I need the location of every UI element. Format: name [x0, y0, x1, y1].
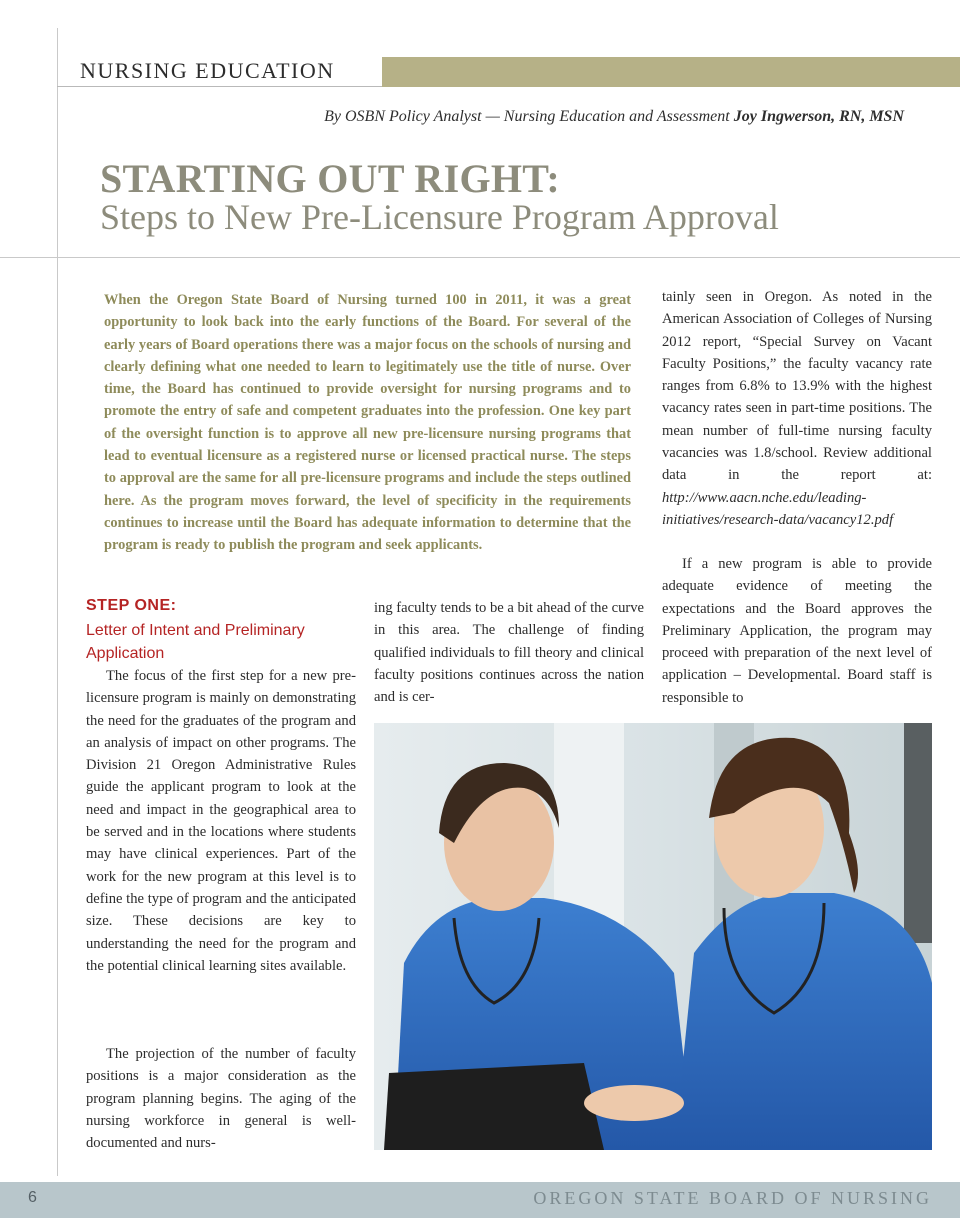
column3-text: tainly seen in Oregon. As noted in the American Association of Colleges of Nursing 2012 report, “Special Survey on Vacant Faculty Positions,” the faculty vacancy rate ranges from 6.8% to 13.9% with the highest vacancy rates seen in part-time positions. The mean number of full-time nursing faculty vacancies was 1.8/school. Review additional data in the report at: [662, 289, 932, 484]
step-one-heading: STEP ONE: [86, 597, 177, 614]
byline-author: Joy Ingwerson, RN, MSN [733, 108, 904, 125]
byline [324, 108, 904, 126]
title-divider [0, 257, 960, 258]
article-title: STARTING OUT RIGHT: [100, 156, 560, 201]
header-band [382, 57, 960, 87]
intro-paragraph: When the Oregon State Board of Nursing turned 100 in 2011, it was a great opportunity to look back into the early functions of the Board. For several of the early years of Board operations there was a major focus on the schools of nursing and clearly defining what one needed to learn to legitimately use the title of nurse. Over time, the Board has continued to provide oversight for nursing programs and to promote the entry of safe and competent graduates into the profession. One key part of the oversight function is to approve all new pre-licensure nursing programs that lead to eventual licensure as a registered nurse or licensed practical nurse. The steps to approval are the same for all pre-licensure programs and include the steps outlined here. As the program moves forward, the level of specificity in the requirements continues to increase until the Board has adequate information to determine that the program is ready to publish the program and seek applicants. [104, 292, 631, 554]
left-margin-rule [57, 28, 58, 1176]
step-one-paragraph-1: The focus of the first step for a new pre-licensure program is mainly on demonstrating the need for the graduates of the program and an analysis of impact on other programs. The Division 21 Oregon Administrative Rules guide the applicant program to look at the need and impact in the geographical area to be served and in the locations where students may have clinical experiences. Part of the work for the new program at this level is to define the type of program and the anticipated size. These decisions are key to understanding the need for the program and the potential clinical learning sites available. [86, 668, 356, 974]
column3-paragraph [662, 286, 932, 531]
step-one-subheading: Letter of Intent and Preliminary Application [86, 622, 305, 662]
page-number: 6 [28, 1189, 37, 1206]
nurses-photo [374, 723, 932, 1150]
section-label-underline [57, 86, 383, 87]
byline-prefix: By OSBN Policy Analyst — Nursing Education and Assessment [324, 108, 734, 125]
report-link[interactable]: http://www.aacn.nche.edu/leading-initiatives/research-data/vacancy12.pdf [662, 489, 894, 528]
section-label: NURSING EDUCATION [80, 58, 335, 83]
step-one-paragraph-2: The projection of the number of faculty positions is a major consideration as the program planning begins. The aging of the nursing workforce in general is well-documented and nurs- [86, 1046, 356, 1152]
publication-name: OREGON STATE BOARD OF NURSING [533, 1188, 932, 1208]
column2-paragraph: ing faculty tends to be a bit ahead of the curve in this area. The challenge of finding qualified individuals to fill theory and clinical faculty positions continues across the nation and is cer- [374, 600, 644, 706]
column3-paragraph-2: If a new program is able to provide adequate evidence of meeting the expectations and the Board approves the Preliminary Application, the program may proceed with preparation of the next level of application – Developmental. Board staff is responsible to [662, 556, 932, 706]
article-subtitle: Steps to New Pre-Licensure Program Approval [100, 197, 779, 237]
